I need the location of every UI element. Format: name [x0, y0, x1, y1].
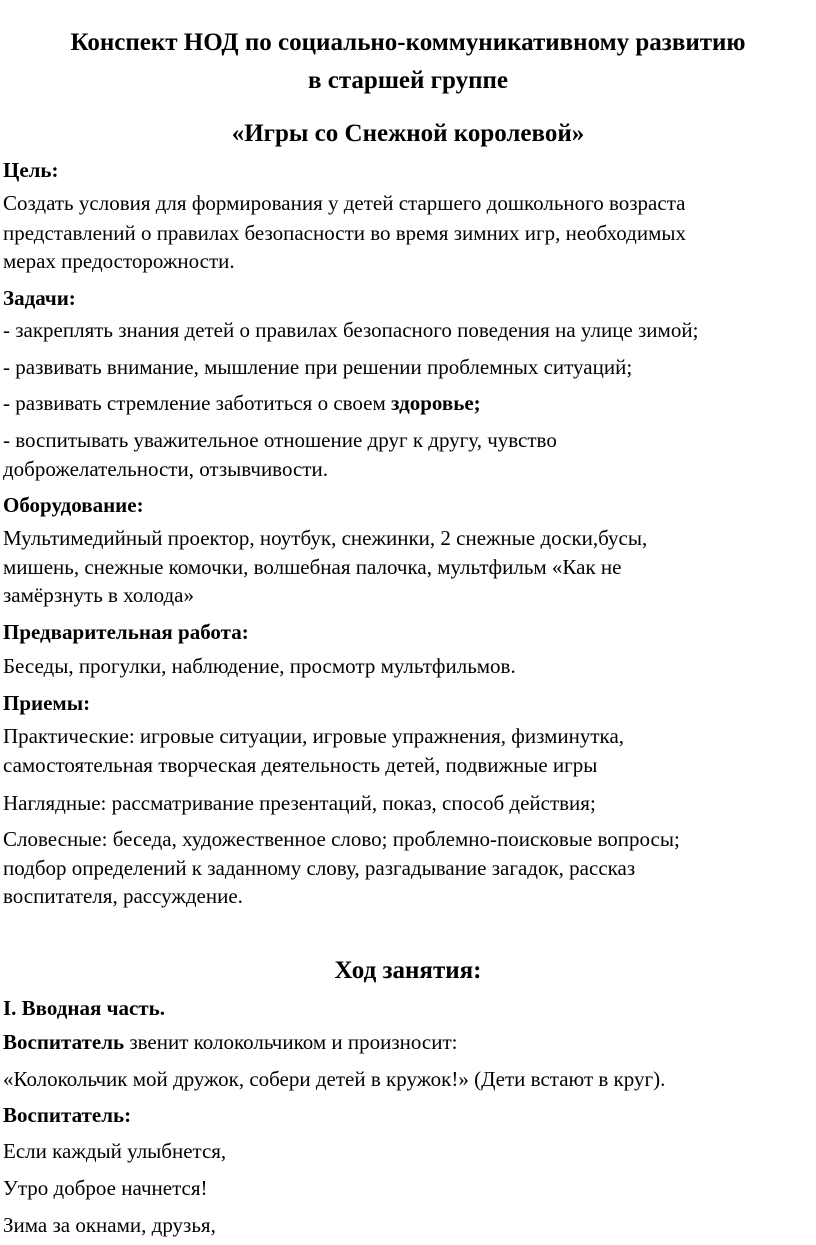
verse-line-3: Зима за окнами, друзья,	[3, 1213, 216, 1237]
task-item-4-line1: - воспитывать уважительное отношение друг к другу, чувство	[3, 428, 557, 452]
teacher-action-text: звенит колокольчиком и произносит:	[124, 1030, 458, 1054]
equipment-line1: Мультимедийный проектор, ноутбук, снежинки, 2 снежные доски,бусы,	[3, 526, 648, 550]
course-heading: Ход занятия:	[334, 957, 482, 984]
verse-line-1: Если каждый улыбнется,	[3, 1139, 227, 1163]
methods-visual: Наглядные: рассматривание презентаций, показ, способ действия;	[3, 791, 596, 815]
goal-text-line2: представлений о правилах безопасности во время зимних игр, необходимых	[3, 221, 686, 245]
equipment-line3: замёрзнуть в холода»	[3, 583, 194, 607]
equipment-line2: мишень, снежные комочки, волшебная палочка, мультфильм «Как не	[3, 555, 622, 579]
document-subtitle: «Игры со Снежной королевой»	[231, 120, 585, 147]
goal-text-line1: Создать условия для формирования у детей старшего дошкольного возраста	[3, 191, 686, 215]
document-title-line1: Конспект НОД по социально-коммуникативному развитию	[70, 29, 746, 56]
task-item-3-text: - развивать стремление заботиться о своем	[3, 391, 392, 415]
course-part1-heading: I. Вводная часть.	[3, 996, 165, 1020]
task-item-2: - развивать внимание, мышление при решении проблемных ситуаций;	[3, 355, 633, 379]
equipment-heading: Оборудование:	[3, 493, 144, 517]
task-item-3	[3, 388, 813, 419]
prep-heading: Предварительная работа:	[3, 620, 249, 644]
methods-verbal-line2: подбор определений к заданному слову, разгадывание загадок, рассказ	[3, 856, 636, 880]
prep-text: Беседы, прогулки, наблюдение, просмотр мультфильмов.	[3, 654, 516, 678]
document-title-line2: в старшей группе	[307, 67, 509, 94]
methods-verbal-line3: воспитателя, рассуждение.	[3, 884, 243, 908]
verse-line-2: Утро доброе начнется!	[3, 1176, 208, 1200]
teacher-quote: «Колокольчик мой дружок, собери детей в кружок!» (Дети встают в круг).	[3, 1067, 666, 1091]
task-item-1: - закреплять знания детей о правилах безопасного поведения на улице зимой;	[3, 318, 699, 342]
methods-verbal-line1: Словесные: беседа, художественное слово; проблемно-поисковые вопросы;	[3, 827, 680, 851]
tasks-heading: Задачи:	[3, 286, 76, 310]
goal-text-line3: мерах предосторожности.	[3, 249, 235, 273]
methods-heading: Приемы:	[3, 691, 91, 715]
teacher-action-line	[3, 1027, 813, 1058]
task-item-3-bold: здоровье;	[391, 391, 481, 415]
teacher-label: Воспитатель	[3, 1030, 125, 1054]
goal-heading: Цель:	[3, 158, 59, 182]
methods-practical-line2: самостоятельная творческая деятельность детей, подвижные игры	[3, 753, 598, 777]
teacher-label-2: Воспитатель:	[3, 1103, 132, 1127]
methods-practical-line1: Практические: игровые ситуации, игровые упражнения, физминутка,	[3, 724, 625, 748]
task-item-4-line2: доброжелательности, отзывчивости.	[3, 457, 328, 481]
